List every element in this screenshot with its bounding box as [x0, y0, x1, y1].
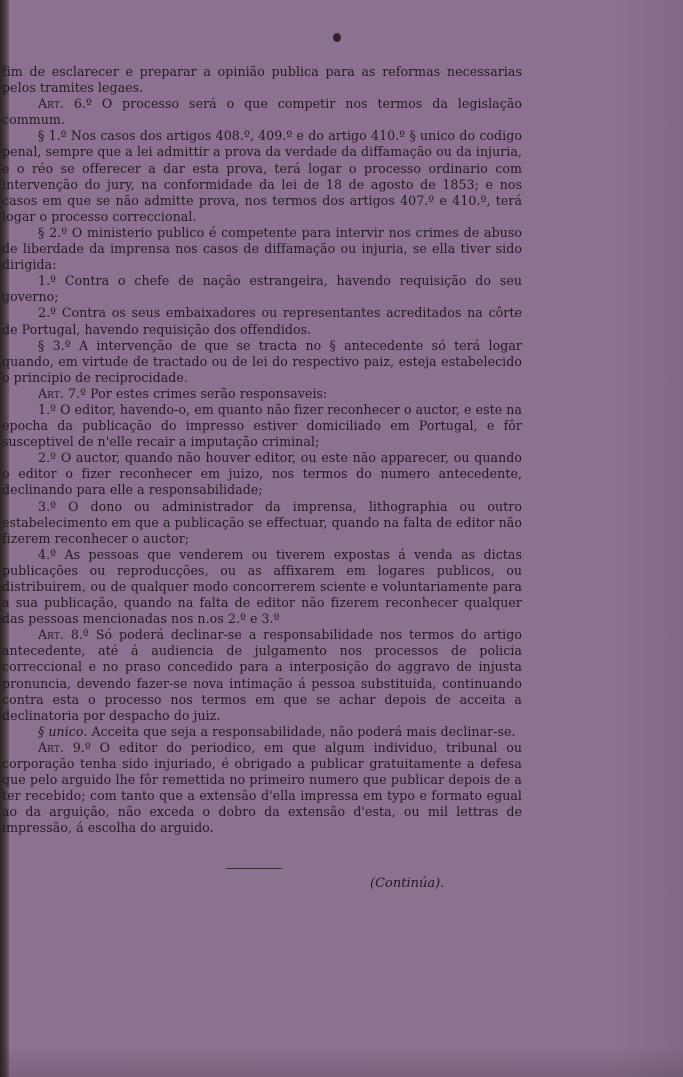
paragraph-art-7-item-3 — [2, 499, 522, 547]
paragraph-text: Nos casos dos artigos 408.º, 409.º e do artigo 410.º § unico do codigo penal, sempre que a lei admittir a prova da verdade da diffamação ou da injuria, e o réo se offerecer a dar esta prova, terá logar o processo ordinario com intervenção do jury, na conformidade da lei de 18 de agosto de 1853; e nos casos em que se não admitte prova, nos termos dos artigos 407.º e 410.º, terá logar o processo correccional. — [2, 128, 522, 224]
article-label: Art. 7.º — [38, 385, 87, 401]
section-label: § 3.º — [38, 337, 71, 353]
paragraph-art-7 — [2, 386, 522, 402]
section-label: § 1.º — [38, 128, 67, 144]
section-label: § 2.º — [38, 224, 68, 240]
paragraph-text: fim de esclarecer e preparar a opinião publica para as reformas necessarias pelos tramites legaes. — [2, 64, 522, 96]
paragraph-item-1 — [2, 273, 522, 305]
paragraph-art-6 — [2, 96, 522, 128]
article-label: Art. 8.º — [38, 627, 89, 643]
paragraph-text: O auctor, quando não houver editor, ou este não apparecer, ou quando o editor o fizer reconhecer em juizo, nos termos do numero antecedente, declinando para elle a responsabilidade; — [2, 450, 522, 498]
item-label: 1.º — [38, 273, 57, 289]
body-text — [2, 64, 522, 837]
paragraph-text: A intervenção de que se tracta no § antecedente só terá logar quando, em virtude de tractado ou de lei do respectivo paiz, esteja estabelecido o principio de reciprocidade. — [2, 337, 522, 385]
paragraph-text: Acceita que seja a responsabilidade, não poderá mais declinar-se. — [91, 723, 516, 739]
section-label: § unico. — [38, 723, 88, 739]
article-label: Art. 9.º — [38, 739, 91, 755]
page-ornament-dot — [333, 33, 341, 42]
paragraph-text: Por estes crimes serão responsaveis: — [90, 385, 328, 401]
paragraph-text: O processo será o que competir nos termos da legislação commum. — [2, 96, 522, 128]
paragraph-art-7-item-4 — [2, 547, 522, 627]
item-label: 2.º — [38, 305, 57, 321]
paragraph-intro — [2, 64, 522, 96]
paragraph-text: Contra os seus embaixadores ou representantes acreditados na côrte de Portugal, havendo requisição dos offendidos. — [2, 305, 522, 337]
section-divider — [226, 868, 282, 869]
paragraph-text: O editor do periodico, em que algum individuo, tribunal ou corporação tenha sido injuriado, é obrigado a publicar gratuitamente a defesa que pelo arguido lhe fôr remettida no primeiro numero que publicar depois de a ter recebido; com tanto que a extensão d'ella impressa em typo e formato egual ao da arguição, não exceda o dobro da extensão d'esta, ou mil lettras de impressão, á escolha do arguido. — [2, 739, 522, 836]
paragraph-text: Só poderá declinar-se a responsabilidade nos termos do artigo antecedente, até á audiencia de julgamento nos processos de policia correccional e no praso concedido para a interposição do aggravo de injusta pronuncia, devendo fazer-se nova intimação á pessoa substituida, continuando contra esta o processo nos termos em que se achar depois de acceita a declinatoria por despacho do juiz. — [2, 627, 523, 723]
page-edge-shade — [613, 0, 683, 1077]
paragraph-text: Contra o chefe de nação estrangeira, havendo requisição do seu governo; — [2, 273, 523, 305]
item-label: 2.º — [38, 450, 57, 466]
paragraph-text: As pessoas que venderem ou tiverem expostas á venda as dictas publicações ou reproducções, ou as affixarem em logares publicos, ou distribuirem, ou de qualquer modo concorrerem sciente e voluntariamente para a sua publicação, quando na falta de editor não fizerem reconhecer qualquer das pessoas mencionadas nos n.os 2.º e 3.º — [2, 546, 522, 627]
paragraph-art-9 — [2, 740, 522, 837]
paragraph-art-8 — [2, 627, 522, 724]
continuation-note: (Continúa). — [370, 876, 445, 891]
paragraph-text: O ministerio publico é competente para intervir nos crimes de abuso de liberdade da imprensa nos casos de diffamação ou injuria, se ella tiver sido dirigida: — [2, 224, 522, 273]
paragraph-art-6-s2 — [2, 225, 522, 273]
paragraph-art-7-item-1 — [2, 402, 522, 450]
paragraph-item-2 — [2, 305, 522, 337]
paragraph-art-8-unico — [2, 724, 522, 740]
paragraph-art-6-s1 — [2, 128, 522, 225]
article-label: Art. 6.º — [38, 96, 92, 112]
item-label: 3.º — [38, 498, 57, 514]
page-bottom-shade — [0, 1047, 683, 1077]
item-label: 4.º — [38, 546, 57, 562]
paragraph-art-7-item-2 — [2, 450, 522, 498]
paragraph-text: O dono ou administrador da imprensa, lithographia ou outro estabelecimento em que a publicação se effectuar, quando na falta de editor não fizerem reconhecer o auctor; — [2, 498, 522, 546]
paragraph-art-6-s3 — [2, 338, 522, 386]
item-label: 1.º — [38, 401, 57, 417]
paragraph-text: O editor, havendo-o, em quanto não fizer reconhecer o auctor, e este na epocha da publicação do impresso estiver domiciliado em Portugal, e fôr susceptivel de n'elle recair a imputação criminal; — [2, 401, 522, 450]
